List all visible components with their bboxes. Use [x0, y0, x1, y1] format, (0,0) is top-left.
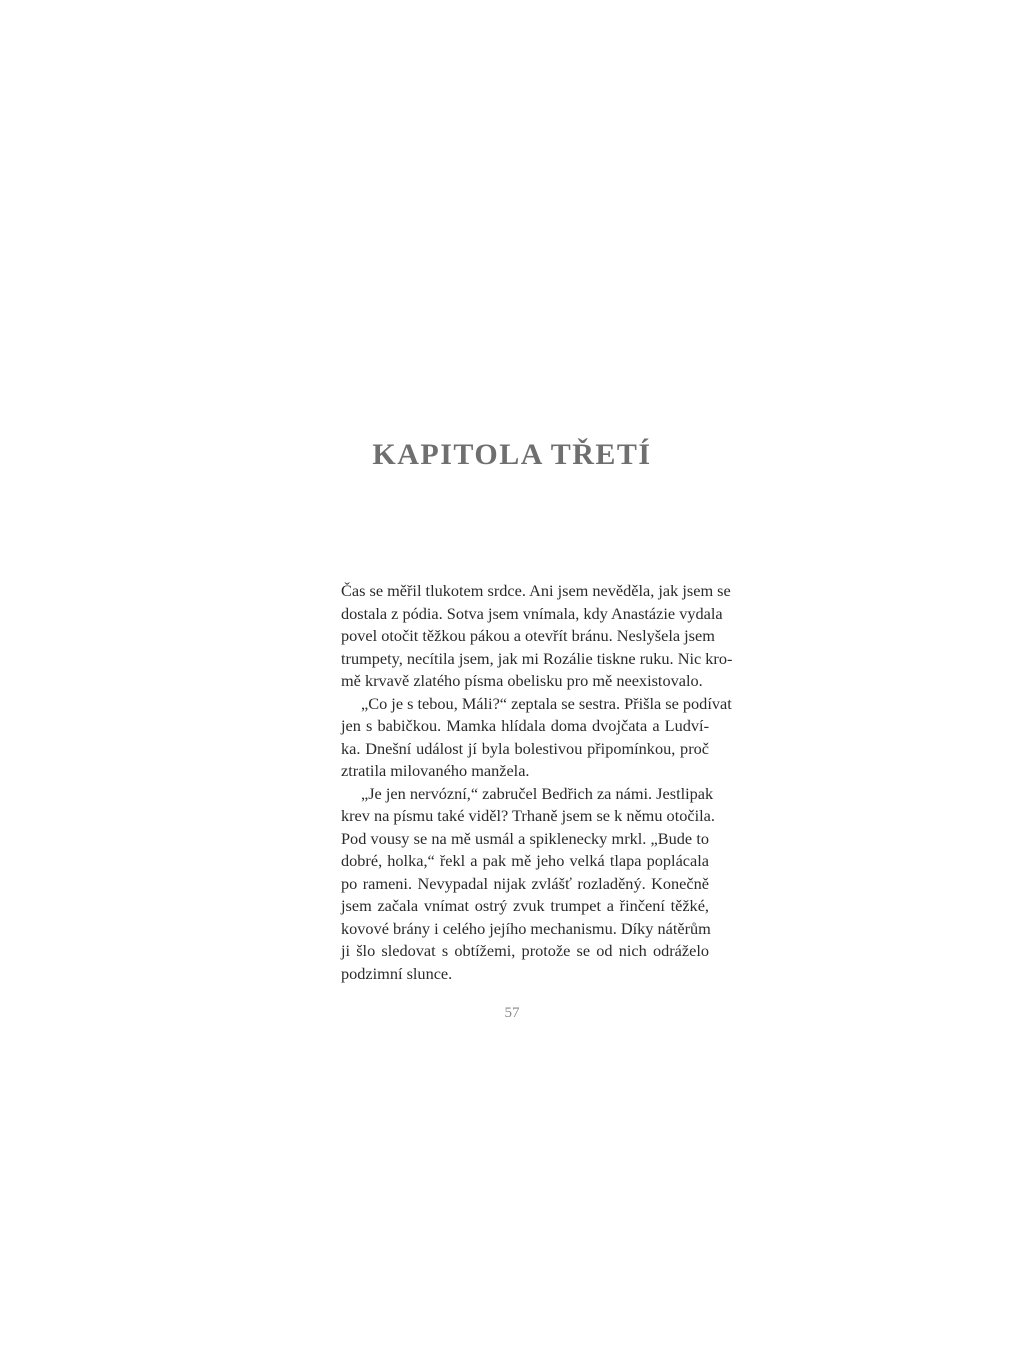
text-line: ka. Dnešní událost jí byla bolestivou připomínkou, proč [341, 738, 709, 758]
text-line: dostala z pódia. Sotva jsem vnímala, kdy Anastázie vydala [341, 603, 723, 623]
text-line: „Je jen nervózní,“ zabručel Bedřich za námi. Jestlipak [361, 783, 714, 803]
text-line: trumpety, necítila jsem, jak mi Rozálie tiskne ruku. Nic kro- [341, 648, 733, 668]
text-line: kovové brány i celého jejího mechanismu. Díky nátěrům [341, 918, 711, 938]
text-line: mě krvavě zlatého písma obelisku pro mě neexistovalo. [341, 671, 703, 690]
text-line: Pod vousy se na mě usmál a spiklenecky mrkl. „Bude to [341, 828, 709, 848]
text-line: krev na písmu také viděl? Trhaně jsem se k němu otočila. [341, 806, 715, 825]
text-line: ztratila milovaného manžela. [341, 761, 530, 780]
text-line: jsem začala vnímat ostrý zvuk trumpet a řinčení těžké, [341, 896, 709, 915]
text-line: ji šlo sledovat s obtížemi, protože se od nich odráželo [341, 941, 709, 960]
page-number: 57 [504, 1005, 520, 1021]
text-line: dobré, holka,“ řekl a pak mě jeho velká tlapa poplácala [341, 851, 709, 870]
text-line: jen s babičkou. Mamka hlídala doma dvojčata a Ludví- [341, 716, 709, 735]
chapter-body [341, 580, 733, 985]
text-line: povel otočit těžkou pákou a otevřít bránu. Neslyšela jsem [341, 626, 715, 645]
text-line: po rameni. Nevypadal nijak zvlášť rozladěný. Konečně [341, 873, 709, 893]
text-line: podzimní slunce. [341, 963, 453, 983]
text-line: „Co je s tebou, Máli?“ zeptala se sestra. Přišla se podívat [361, 693, 732, 713]
chapter-title: KAPITOLA TŘETÍ [372, 438, 652, 471]
text-line: Čas se měřil tlukotem srdce. Ani jsem nevěděla, jak jsem se [341, 581, 731, 600]
